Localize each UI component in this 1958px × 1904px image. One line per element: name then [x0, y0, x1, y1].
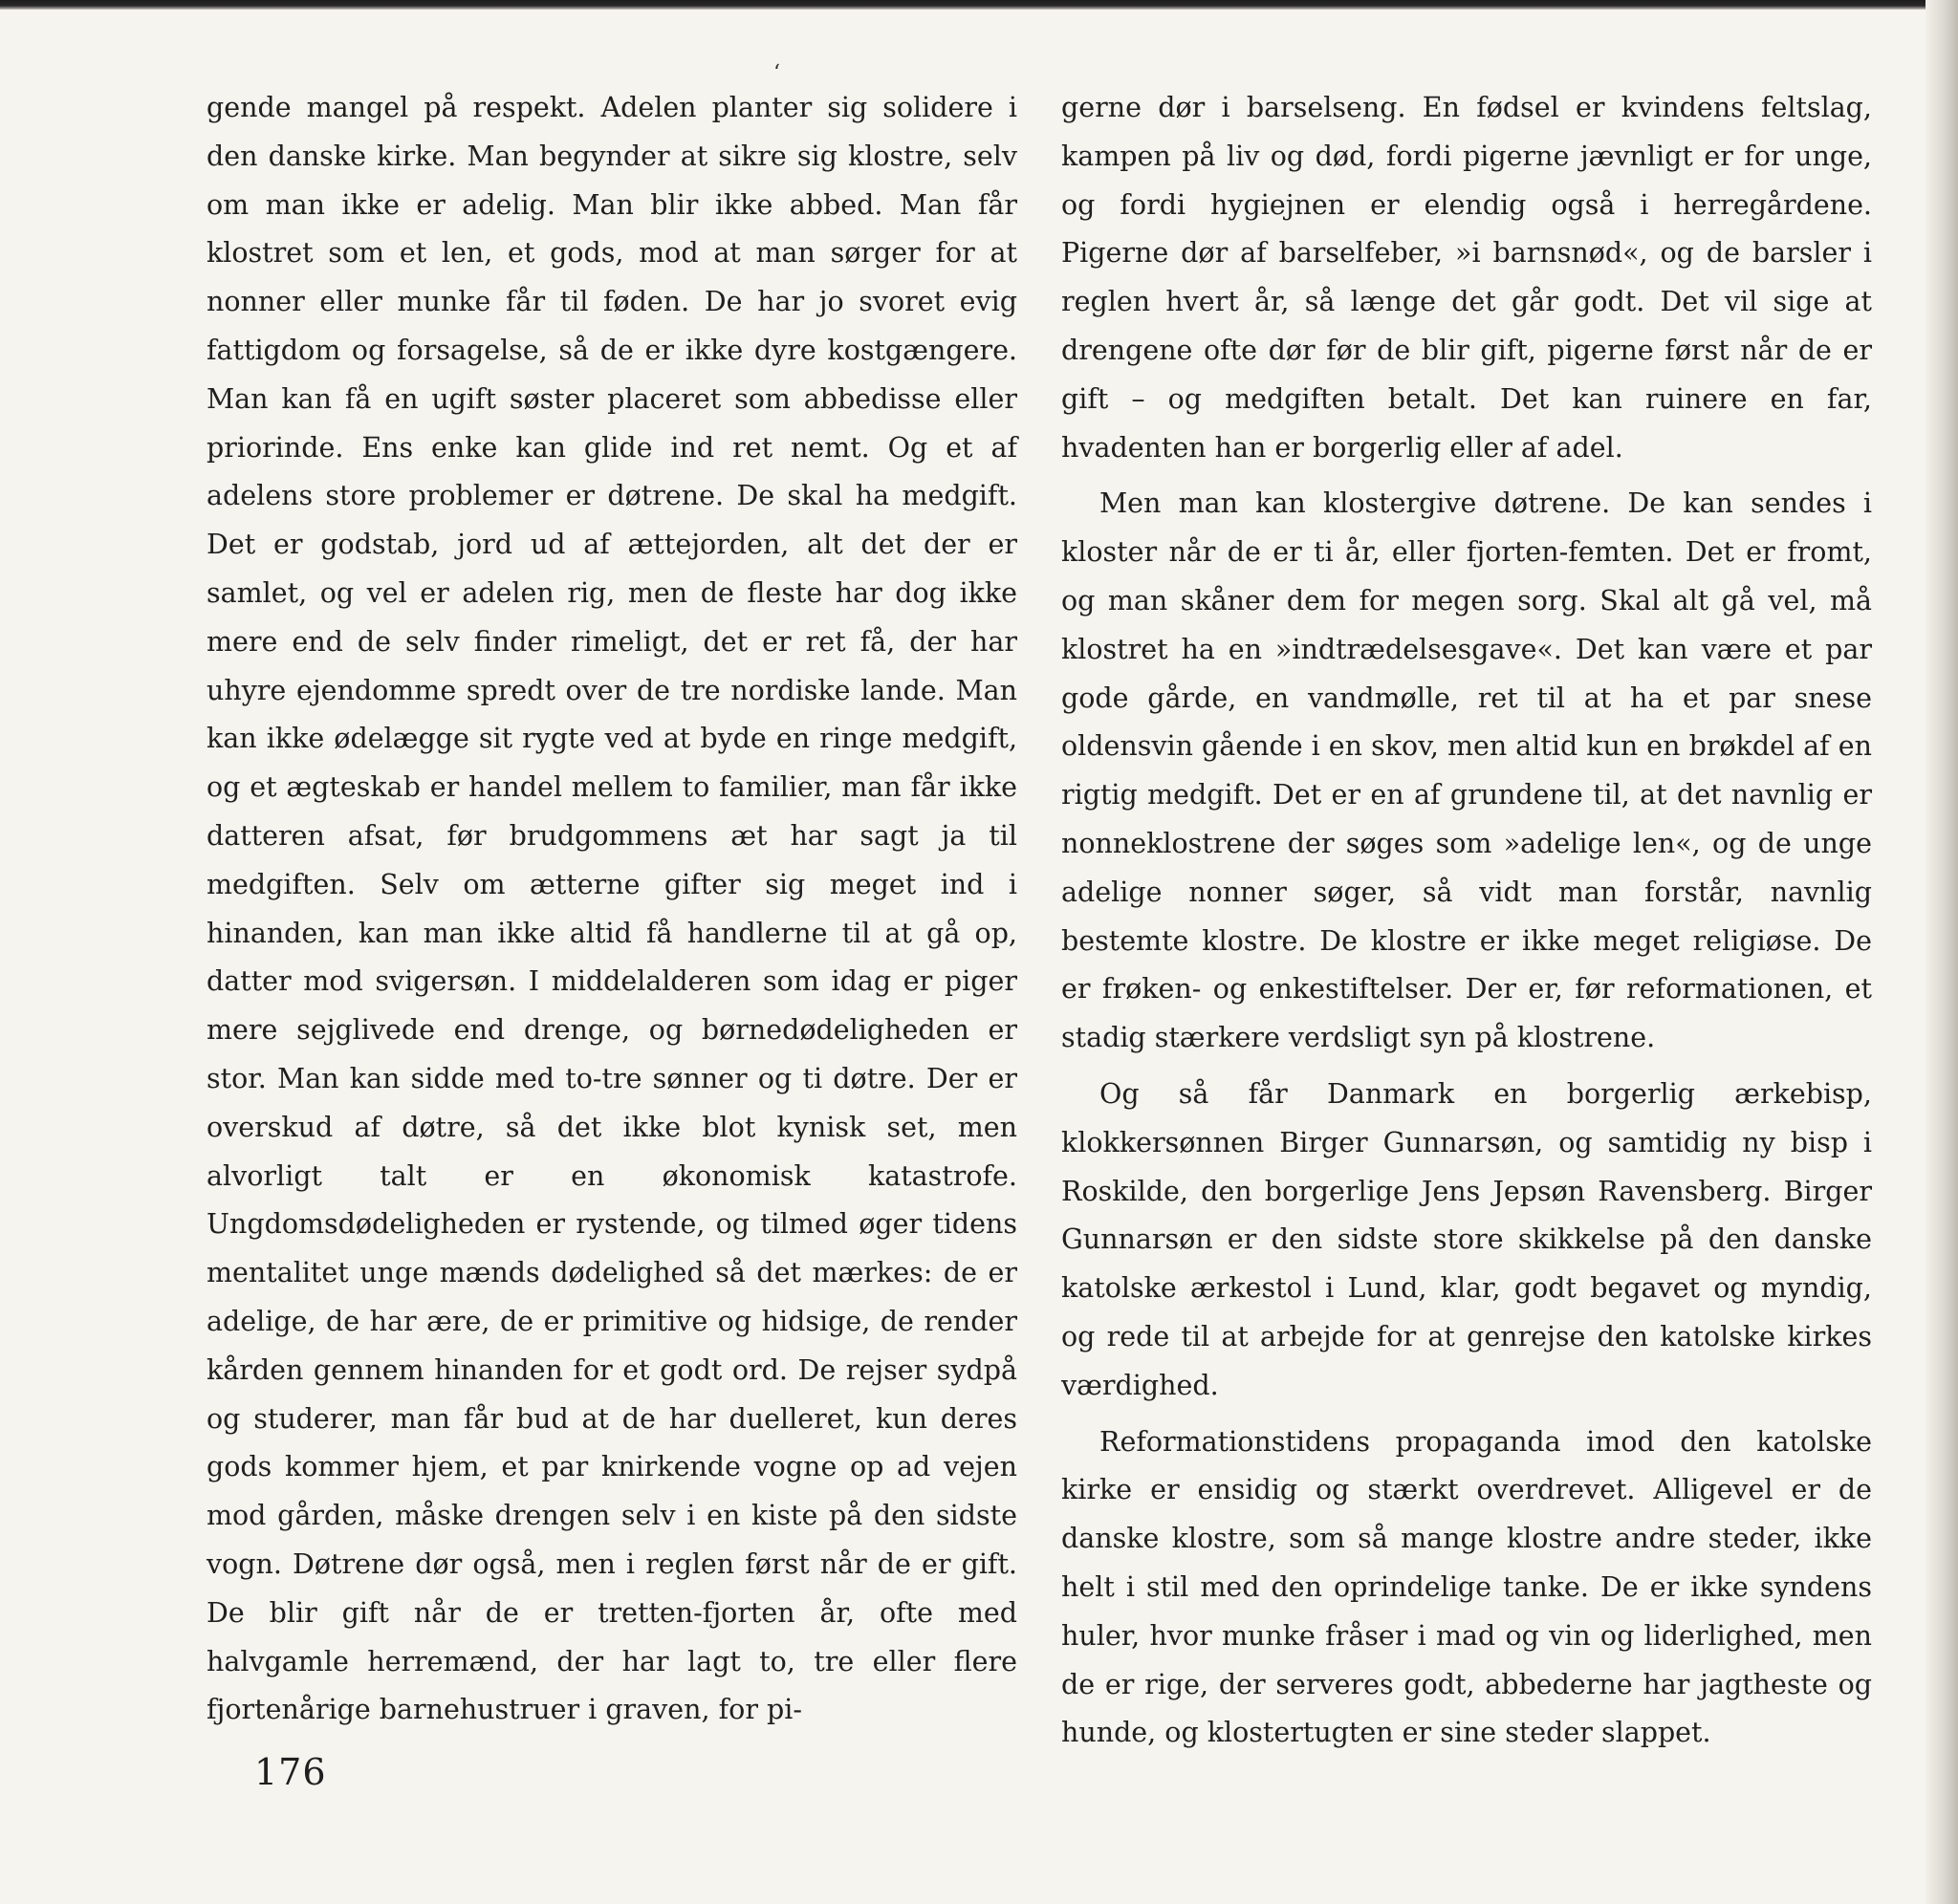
left-paragraph-1: gende mangel på respekt. Adelen planter sig solidere i den danske kirke. Man begynder at sikre sig klostre, selv om man ikke er adelig. Man blir ikke abbed. Man får klostret som et len, et gods, mod at man sørger for at nonner eller munke får til føden. De har jo svoret evig fattigdom og forsagelse, så de er ikke dyre kostgængere. Man kan få en ugift søster placeret som abbedisse eller priorinde. Ens enke kan glide ind ret nemt. Og et af adelens store problemer er døtrene. De skal ha medgift. Det er godstab, jord ud af ættejorden, alt det der er samlet, og vel er adelen rig, men de fleste har dog ikke mere end de selv finder rimeligt, det er ret få, der har uhyre ejendomme spredt over de tre nordiske lande. Man kan ikke ødelægge sit rygte ved at byde en ringe medgift, og et ægteskab er handel mellem to familier, man får ikke datteren afsat, før brudgommens æt har sagt ja til medgiften. Selv om ætterne gifter sig meget ind i hinanden, kan man ikke altid få handlerne til at gå op, datter mod svigersøn. I middelalderen som idag er piger mere sejglivede end drenge, og børnedødeligheden er stor. Man kan sidde med to-tre sønner og ti døtre. Der er overskud af døtre, så det ikke blot kynisk set, men alvorligt talt er en økonomisk katastrofe. Ungdomsdødeligheden er rystende, og tilmed øger tidens mentalitet unge mænds dødelighed så det mærkes: de er adelige, de har ære, de er primitive og hidsige, de render kården gennem hinanden for et godt ord. De rejser sydpå og studerer, man får bud at de har duelleret, kun deres gods kommer hjem, et par knirkende vogne op ad vejen mod gården, måske drengen selv i en kiste på den sidste vogn. Døtrene dør også, men i reglen først når de er gift. De blir gift når de er tretten-fjorten år, ofte med halvgamle herremænd, der har lagt to, tre eller flere fjortenårige barnehustruer i graven, for pi- [207, 92, 1017, 1726]
right-paragraph-4: Reformationstidens propaganda imod den katolske kirke er ensidig og stærkt overdrevet. Alligevel er de danske klostre, som så mange klostre andre steder, ikke helt i stil med den oprindelige tanke. De er ikke syndens huler, hvor munke fråser i mad og vin og liderlighed, men de er rige, der serveres godt, abbederne har jagtheste og hunde, og klostertugten er sine steder slappet. [1061, 1425, 1872, 1749]
right-paragraph-3: Og så får Danmark en borgerlig ærkebisp, klokkersønnen Birger Gunnarsøn, og samtidig ny bisp i Roskilde, den borgerlige Jens Jepsøn Ravensberg. Birger Gunnarsøn er den sidste store skikkelse på den danske katolske ærkestol i Lund, klar, godt begavet og myndig, og rede til at arbejde for at genrejse den katolske kirkes værdighed. [1061, 1077, 1872, 1401]
right-text-column [1061, 84, 1872, 1758]
page-number: 176 [254, 1751, 327, 1793]
right-paragraph-1: gerne dør i barselseng. En fødsel er kvindens feltslag, kampen på liv og død, fordi pigerne jævnligt er for unge, og fordi hygiejnen er elendig også i herregårdene. Pigerne dør af barselfeber, »i barnsnød«, og de barsler i reglen hvert år, så længe det går godt. Det vil sige at drengene ofte dør før de blir gift, pigerne først når de er gift – og medgiften betalt. Det kan ruinere en far, hvadenten han er borgerlig eller af adel. [1061, 92, 1872, 464]
stray-ink-mark: ‘ [773, 61, 780, 85]
page-binding-edge [1925, 0, 1958, 1904]
left-text-column [207, 84, 1017, 1735]
right-paragraph-2: Men man kan klostergive døtrene. De kan sendes i kloster når de er ti år, eller fjorten-femten. Det er fromt, og man skåner dem for megen sorg. Skal alt gå vel, må klostret ha en »indtrædelsesgave«. Det kan være et par gode gårde, en vandmølle, ret til at ha et par snese oldensvin gående i en skov, men altid kun en brøkdel af en rigtig medgift. Det er en af grundene til, at det navnlig er nonneklostrene der søges som »adelige len«, og de unge adelige nonner søger, så vidt man forstår, navnlig bestemte klostre. De klostre er ikke meget religiøse. De er frøken- og enkestiftelser. Der er, før reformationen, et stadig stærkere verdsligt syn på klostrene. [1061, 487, 1872, 1054]
